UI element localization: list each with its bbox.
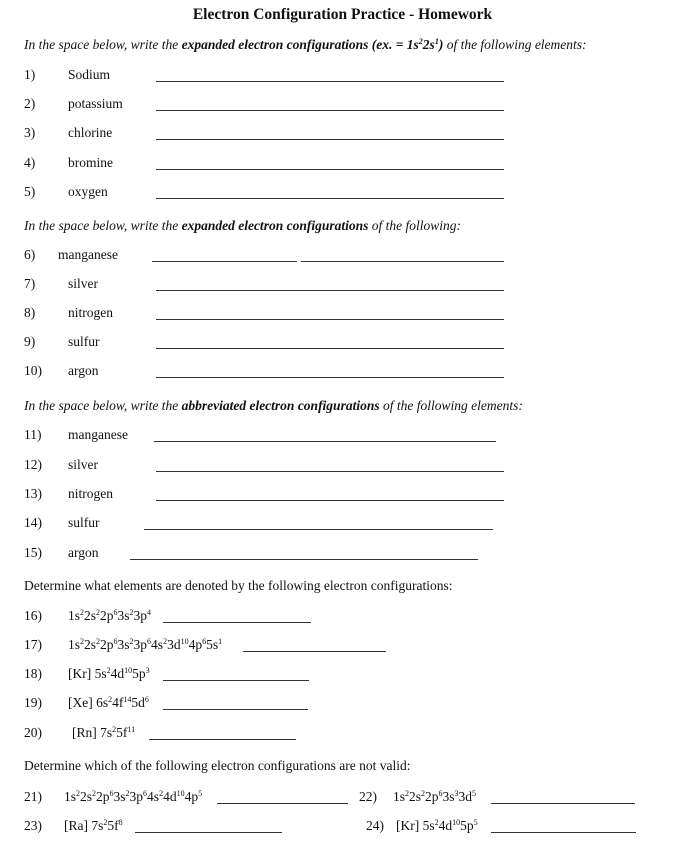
- electron-count: 10: [124, 666, 133, 675]
- orbital-label: [Rn] 7s: [72, 725, 113, 740]
- question-number: 11): [24, 427, 42, 442]
- element-name: manganese: [68, 427, 128, 442]
- question-number: 19): [24, 695, 42, 710]
- orbital-label: 2s: [84, 608, 97, 623]
- orbital-label: 4d: [438, 818, 453, 833]
- orbital-label: 2p: [425, 789, 439, 804]
- question-number: 1): [24, 67, 36, 82]
- answer-blank[interactable]: [156, 319, 504, 320]
- electron-count: 6: [113, 637, 118, 646]
- electron-count: 2: [129, 608, 134, 617]
- electron-count: 8: [118, 818, 123, 827]
- electron-count: 4: [147, 608, 152, 617]
- orbital-label: 3s: [442, 789, 455, 804]
- electron-count: 11: [127, 725, 136, 734]
- element-name: oxygen: [68, 184, 108, 199]
- section5-instruction: Determine which of the following electron configurations are not valid:: [24, 758, 411, 773]
- answer-blank[interactable]: [156, 198, 504, 199]
- orbital-label: 5f: [107, 818, 119, 833]
- electron-count: 5: [472, 789, 477, 798]
- question-number: 15): [24, 545, 42, 560]
- question-number: 21): [24, 789, 42, 804]
- answer-blank[interactable]: [243, 651, 386, 652]
- orbital-label: 2s: [80, 789, 93, 804]
- orbital-label: [Kr] 5s: [68, 666, 107, 681]
- answer-blank[interactable]: [156, 81, 504, 82]
- electron-count: 2: [80, 608, 85, 617]
- section2-instruction: In the space below, write the expanded electron configurations of the following:: [24, 218, 461, 233]
- element-name: manganese: [58, 247, 118, 262]
- electron-count: 2: [405, 789, 410, 798]
- orbital-label: 4p: [184, 789, 199, 804]
- electron-count: 2: [125, 789, 130, 798]
- answer-blank[interactable]: [130, 559, 478, 560]
- electron-count: 10: [180, 637, 189, 646]
- question-number: 18): [24, 666, 42, 681]
- electron-count: 2: [80, 637, 85, 646]
- orbital-label: 1s: [393, 789, 406, 804]
- answer-blank[interactable]: [149, 739, 296, 740]
- orbital-label: 4d: [163, 789, 177, 804]
- question-number: 22): [359, 789, 377, 804]
- question-number: 6): [24, 247, 36, 262]
- element-name: bromine: [68, 155, 113, 170]
- element-name: nitrogen: [68, 305, 113, 320]
- orbital-label: 3d: [458, 789, 473, 804]
- orbital-label: 4s: [151, 637, 164, 652]
- electron-count: 10: [176, 789, 185, 798]
- orbital-label: 3d: [167, 637, 181, 652]
- question-number: 5): [24, 184, 36, 199]
- question-number: 8): [24, 305, 36, 320]
- section1-instruction: In the space below, write the expanded electron configurations (ex. = $1s^22s^1$) of the following elements:: [24, 37, 587, 52]
- answer-blank[interactable]: [144, 529, 493, 530]
- answer-blank[interactable]: [301, 261, 504, 262]
- element-name: Sodium: [68, 67, 111, 82]
- answer-blank[interactable]: [152, 261, 297, 262]
- orbital-label: 3s: [117, 608, 130, 623]
- electron-configuration: [393, 789, 476, 805]
- answer-blank[interactable]: [156, 290, 504, 291]
- electron-configuration: [64, 818, 123, 834]
- orbital-label: [Ra] 7s: [64, 818, 104, 833]
- orbital-label: 3s: [117, 637, 130, 652]
- orbital-label: 1s: [68, 608, 81, 623]
- element-name: chlorine: [68, 125, 113, 140]
- answer-blank[interactable]: [135, 832, 282, 833]
- answer-blank[interactable]: [156, 169, 504, 170]
- answer-blank[interactable]: [163, 709, 308, 710]
- orbital-label: 5s: [206, 637, 219, 652]
- electron-count: 6: [109, 789, 114, 798]
- electron-count: 5: [198, 789, 203, 798]
- orbital-label: 4d: [110, 666, 125, 681]
- answer-blank[interactable]: [156, 139, 504, 140]
- electron-count: 2: [112, 725, 117, 734]
- answer-blank[interactable]: [217, 803, 348, 804]
- section4-instruction: Determine what elements are denoted by the following electron configurations:: [24, 578, 453, 593]
- element-name: sulfur: [68, 515, 100, 530]
- electron-count: 6: [147, 637, 152, 646]
- electron-count: 2: [108, 695, 113, 704]
- electron-configuration: [68, 666, 150, 682]
- orbital-label: 5d: [131, 695, 145, 710]
- answer-blank[interactable]: [156, 471, 504, 472]
- orbital-label: 3p: [133, 608, 148, 623]
- orbital-label: 2p: [100, 637, 114, 652]
- electron-count: 2: [92, 789, 97, 798]
- question-number: 16): [24, 608, 42, 623]
- element-name: sulfur: [68, 334, 100, 349]
- orbital-label: 1s: [68, 637, 81, 652]
- answer-blank[interactable]: [156, 377, 504, 378]
- orbital-label: 3p: [133, 637, 148, 652]
- electron-count: 2: [159, 789, 164, 798]
- electron-configuration: [72, 725, 135, 741]
- orbital-label: [Kr] 5s: [396, 818, 435, 833]
- question-number: 12): [24, 457, 42, 472]
- answer-blank[interactable]: [163, 680, 309, 681]
- electron-configuration: [68, 637, 222, 653]
- orbital-label: 2p: [100, 608, 114, 623]
- question-number: 4): [24, 155, 36, 170]
- answer-blank[interactable]: [491, 832, 636, 833]
- electron-count: 6: [113, 608, 118, 617]
- electron-configuration: [68, 608, 151, 624]
- question-number: 2): [24, 96, 36, 111]
- orbital-label: 5p: [460, 818, 474, 833]
- question-number: 24): [366, 818, 384, 833]
- orbital-label: 3s: [113, 789, 126, 804]
- electron-count: 3: [454, 789, 459, 798]
- answer-blank[interactable]: [154, 441, 496, 442]
- orbital-label: 4p: [188, 637, 203, 652]
- electron-count: 2: [129, 637, 134, 646]
- electron-count: 6: [202, 637, 207, 646]
- orbital-label: 3p: [129, 789, 144, 804]
- answer-blank[interactable]: [491, 803, 635, 804]
- question-number: 3): [24, 125, 36, 140]
- orbital-label: 2s: [84, 637, 97, 652]
- electron-count: 1: [218, 637, 223, 646]
- element-name: nitrogen: [68, 486, 113, 501]
- element-name: argon: [68, 363, 99, 378]
- electron-count: 14: [123, 695, 132, 704]
- electron-count: 2: [96, 608, 101, 617]
- orbital-label: 4s: [147, 789, 160, 804]
- page-title: Electron Configuration Practice - Homework: [192, 6, 493, 23]
- electron-count: 3: [145, 666, 150, 675]
- electron-configuration: [396, 818, 478, 834]
- answer-blank[interactable]: [156, 110, 504, 111]
- electron-count: 2: [421, 789, 426, 798]
- electron-count: 2: [106, 666, 111, 675]
- question-number: 9): [24, 334, 36, 349]
- answer-blank[interactable]: [156, 500, 504, 501]
- electron-count: 2: [96, 637, 101, 646]
- question-number: 14): [24, 515, 42, 530]
- element-name: silver: [68, 457, 98, 472]
- element-name: potassium: [68, 96, 123, 111]
- answer-blank[interactable]: [163, 622, 311, 623]
- electron-count: 6: [438, 789, 443, 798]
- electron-count: 6: [144, 695, 149, 704]
- question-number: 17): [24, 637, 42, 652]
- question-number: 13): [24, 486, 42, 501]
- electron-count: 10: [452, 818, 461, 827]
- question-number: 10): [24, 363, 42, 378]
- electron-configuration: [68, 695, 149, 711]
- orbital-label: 5p: [132, 666, 146, 681]
- orbital-label: 5f: [116, 725, 128, 740]
- question-number: 20): [24, 725, 42, 740]
- electron-count: 6: [143, 789, 148, 798]
- element-name: argon: [68, 545, 99, 560]
- answer-blank[interactable]: [156, 348, 504, 349]
- orbital-label: 1s: [64, 789, 77, 804]
- electron-count: 2: [163, 637, 168, 646]
- electron-count: 2: [103, 818, 108, 827]
- question-number: 23): [24, 818, 42, 833]
- orbital-label: [Xe] 6s: [68, 695, 109, 710]
- orbital-label: 2p: [96, 789, 110, 804]
- element-name: silver: [68, 276, 98, 291]
- electron-count: 2: [434, 818, 439, 827]
- electron-count: 5: [473, 818, 478, 827]
- question-number: 7): [24, 276, 36, 291]
- orbital-label: 2s: [409, 789, 422, 804]
- electron-configuration: [64, 789, 202, 805]
- electron-count: 2: [76, 789, 81, 798]
- orbital-label: 4f: [112, 695, 124, 710]
- section3-instruction: In the space below, write the abbreviated electron configurations of the following elements:: [24, 398, 523, 413]
